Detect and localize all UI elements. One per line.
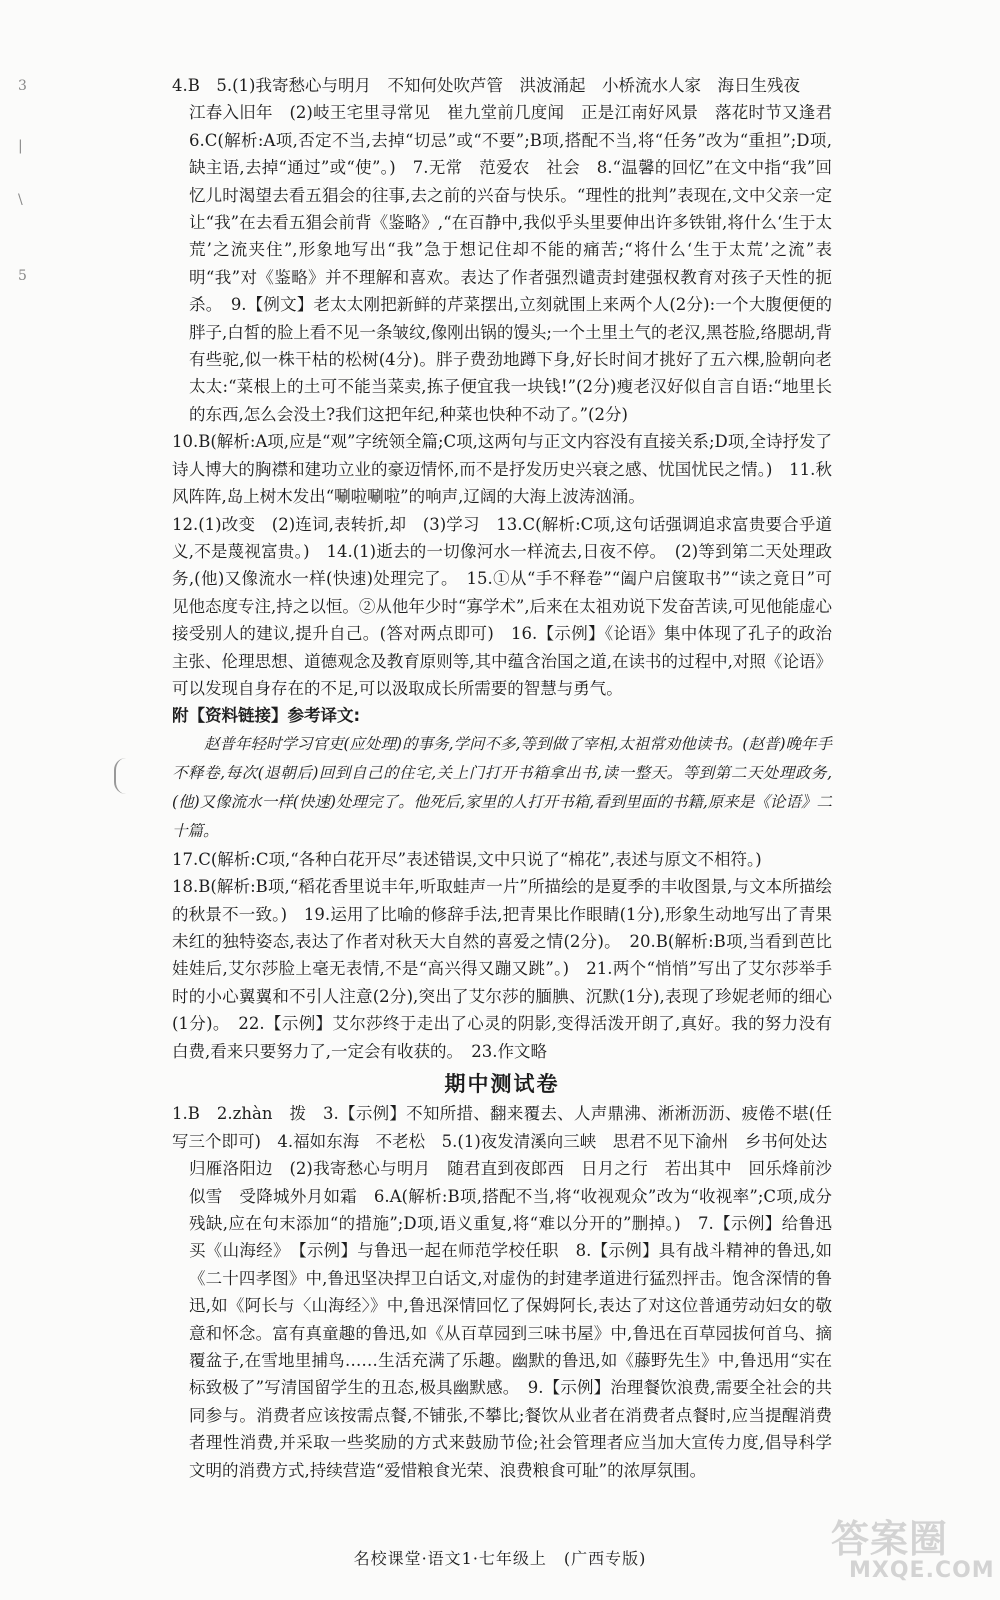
binding-edge (0, 0, 40, 1600)
answer-paragraph: 归雁洛阳边 (2)我寄愁心与明月 随君直到夜郎西 日月之行 若出其中 回乐烽前沙似雪 受降城外月如霜 6.A(解析:B项,搭配不当,将“收视观众”改为“收视率”;C项,成分残缺,应在句末添加“的措施”;D项,语义重复,将“难以分开的”删掉。) 7.【示例】给鲁迅买《山海经》 【示例】与鲁迅一起在师范学校任职 8.【示例】具有战斗精神的鲁迅,如《二十四孝图》中,鲁迅坚决捍卫白话文,对虚伪的封建孝道进行猛烈抨击。饱含深情的鲁迅,如《阿长与〈山海经〉》中,鲁迅深情回忆了保姆阿长,表达了对这位普通劳动妇女的敬意和怀念。富有真童趣的鲁迅,如《从百草园到三味书屋》中,鲁迅在百草园拔何首乌、摘覆盆子,在雪地里捕鸟……生活充满了乐趣。幽默的鲁迅,如《藤野先生》中,鲁迅用“实在标致极了”写清国留学生的丑态,极具幽默感。 9.【示例】治理餐饮浪费,需要全社会的共同参与。消费者应该按需点餐,不铺张,不攀比;餐饮从业者在消费者点餐时,应当提醒消费者理性消费,并采取一些奖励的方式来鼓励节俭;社会管理者应当加大宣传力度,倡导科学文明的消费方式,持续营造“爱惜粮食光荣、浪费粮食可耻”的浓厚氛围。 (189, 1159, 832, 1480)
binding-mark: | (18, 138, 23, 154)
watermark-url: MXQE.COM (849, 1558, 995, 1583)
translation-paragraph: 赵普年轻时学习官吏(应处理)的事务,学问不多,等到做了宰相,太祖常劝他读书。(赵普)晚年手不释卷,每次(退朝后)回到自己的住宅,关上门打开书箱拿出书,读一整天。等到第二天处理政务,(他)又像流水一样(快速)处理完了。他死后,家里的人打开书箱,看到里面的书籍,原来是《论语》二十篇。 (172, 734, 832, 840)
answer-paragraph: 17.C(解析:C项,“各种白花开尽”表述错误,文中只说了“棉花”,表述与原文不相符。) (172, 849, 762, 869)
answer-paragraph: 4.B 5.(1)我寄愁心与明月 不知何处吹芦管 洪波涌起 小桥流水人家 海日生残夜 (172, 76, 800, 95)
binding-mark: \ (18, 192, 23, 208)
answer-paragraph: 1.B 2.zhàn 拨 3.【示例】不知所措、翻来覆去、人声鼎沸、淅淅沥沥、疲倦不堪(任写三个即可) 4.福如东海 不老松 5.(1)夜发清溪向三峡 思君不见下渝州 乡书何处达 (172, 1104, 832, 1151)
watermark-logo (825, 1508, 995, 1594)
margin-bracket-mark (114, 758, 128, 794)
watermark-text: 答案圈 (831, 1517, 949, 1561)
appendix-label: 附【资料链接】参考译文: (172, 706, 361, 726)
answer-paragraph: 江春入旧年 (2)岐王宅里寻常见 崔九堂前几度闻 正是江南好风景 落花时节又逢君 6.C(解析:A项,否定不当,去掉“切忌”或“不要”;B项,搭配不当,将“任务”改为“重担”;D项,缺主语,去掉“通过”或“使”。) 7.无常 范爱农 社会 8.“温馨的回忆”在文中指“我”回忆儿时渴望去看五猖会的往事,去之前的兴奋与快乐。“理性的批判”表现在,文中父亲一定让“我”在去看五猖会前背《鉴略》,“在百静中,我似乎头里要伸出许多铁钳,将什么‘生于太荒’之流夹住”,形象地写出“我”急于想记住却不能的痛苦;“将什么‘生于太荒’之流”表明“我”对《鉴略》并不理解和喜欢。表达了作者强烈谴责封建强权教育对孩子天性的扼杀。 9.【例文】老太太刚把新鲜的芹菜摆出,立刻就围上来两个人(2分):一个大腹便便的胖子,白皙的脸上看不见一条皱纹,像刚出锅的馒头;一个土里土气的老汉,黑苍脸,络腮胡,背有些驼,似一株干枯的松树(4分)。胖子费劲地蹲下身,好长时间才挑好了五六棵,脸朝向老太太:“菜根上的土可不能当菜卖,拣子便宜我一块钱!”(2分)瘦老汉好似自言自语:“地里长的东西,怎么会没土?我们这把年纪,种菜也快种不动了。”(2分) (189, 103, 849, 424)
answer-paragraph: 12.(1)改变 (2)连词,表转折,却 (3)学习 13.C(解析:C项,这句话强调追求富贵要合乎道义,不是蔑视富贵。) 14.(1)逝去的一切像河水一样流去,日夜不停。 (2)等到第二天处理政务,(他)又像流水一样(快速)处理完了。 15.①从“手不释卷”“阖户启箧取书”“读之竟日”可见他态度专注,持之以恒。②从他年少时“寡学术”,后来在太祖劝说下发奋苦读,可见他能虚心接受别人的建议,提升自己。(答对两点即可) 16.【示例】《论语》集中体现了孔子的政治主张、伦理思想、道德观念及教育原则等,其中蕴含治国之道,在读书的过程中,对照《论语》可以发现自身存在的不足,可以汲取成长所需要的智慧与勇气。 (172, 514, 832, 698)
binding-mark: 3 (18, 78, 27, 94)
section-title: 期中测试卷 (444, 1072, 560, 1096)
answer-paragraph: 10.B(解析:A项,应是“观”字统领全篇;C项,这两句与正文内容没有直接关系;D项,全诗抒发了诗人博大的胸襟和建功立业的豪迈情怀,而不是抒发历史兴衰之感、忧国忧民之情。) 11.秋风阵阵,岛上树木发出“唰啦唰啦”的响声,辽阔的大海上波涛汹涌。 (172, 432, 832, 507)
answer-paragraph: 18.B(解析:B项,“稻花香里说丰年,听取蛙声一片”所描绘的是夏季的丰收图景,与文本所描绘的秋景不一致。) 19.运用了比喻的修辞手法,把青果比作眼睛(1分),形象生动地写出了青果未红的独特姿态,表达了作者对秋天大自然的喜爱之情(2分)。 20.B(解析:B项,当看到芭比娃娃后,艾尔莎脸上毫无表情,不是“高兴得又蹦又跳”。) 21.两个“悄悄”写出了艾尔莎举手时的小心翼翼和不引人注意(2分),突出了艾尔莎的腼腆、沉默(1分),表现了珍妮老师的细心(1分)。 22.【示例】艾尔莎终于走出了心灵的阴影,变得活泼开朗了,真好。我的努力没有白费,看来只要努力了,一定会有收获的。 23.作文略 (172, 877, 832, 1061)
page-footer: 名校课堂·语文1·七年级上 (广西专版) (353, 1549, 647, 1568)
answer-text-block (172, 72, 849, 1484)
binding-mark: 5 (18, 268, 27, 284)
